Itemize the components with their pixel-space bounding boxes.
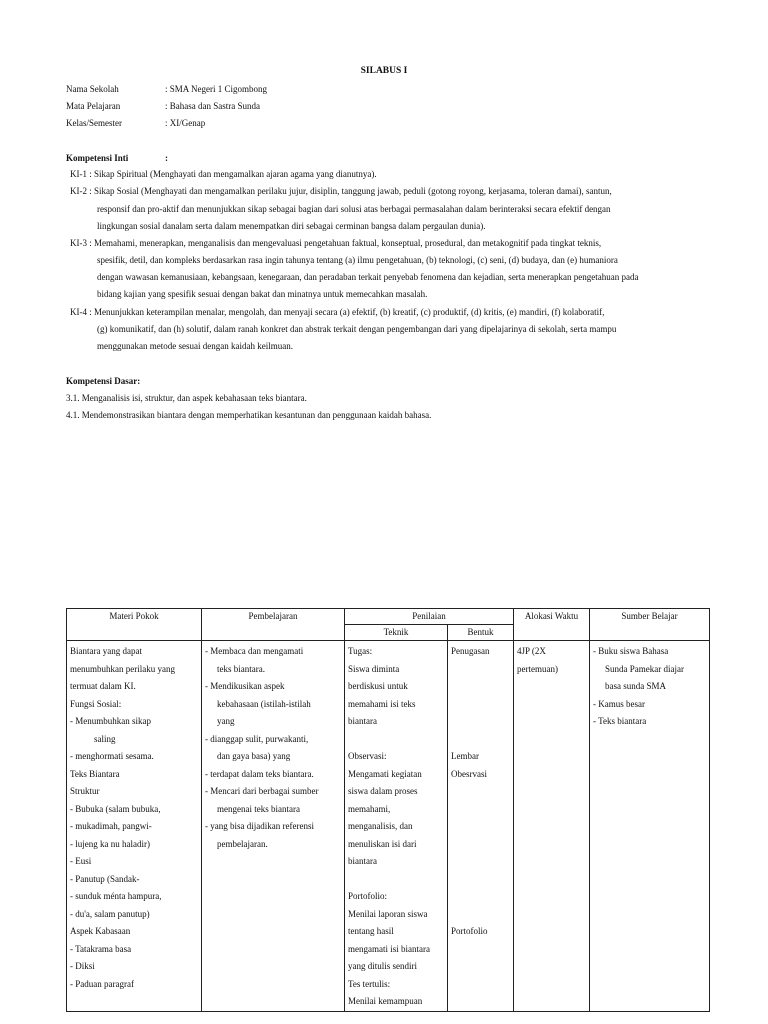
cell-pembelajaran xyxy=(202,641,345,1012)
pembelajaran-line: yang xyxy=(217,716,235,726)
materi-line: - sunduk ménta hampura, xyxy=(70,891,162,901)
sumber-line: - Kamus besar xyxy=(593,698,645,709)
teknik-line: tentang hasil xyxy=(348,926,394,936)
materi-line: - Menumbuhkan sikap xyxy=(70,716,151,726)
info-value-school: : SMA Negeri 1 Cigombong xyxy=(165,84,268,94)
ki-heading-colon: : xyxy=(165,153,168,163)
bentuk-line xyxy=(451,713,510,731)
materi-line: termuat dalam KI. xyxy=(70,681,136,691)
sumber-line: - Buku siswa Bahasa xyxy=(593,646,669,656)
materi-line: - menghormati sesama. xyxy=(70,751,154,761)
materi-line: - Bubuka (salam bubuka, xyxy=(70,803,161,814)
bentuk-line: Obesrvasi xyxy=(451,768,487,779)
syllabus-table xyxy=(66,608,710,1012)
teknik-line: siswa dalam proses xyxy=(348,786,418,796)
teknik-line: memahami, xyxy=(348,803,391,814)
cell-bentuk xyxy=(448,641,514,1012)
materi-line: saling xyxy=(94,733,116,744)
bentuk-line xyxy=(451,853,510,871)
ki-line: KI-2 : Sikap Sosial (Menghayati dan mengamalkan perilaku jujur, disiplin, tanggung jawab, peduli (gotong royong, kerjasama, toleran damai), santun, xyxy=(70,186,612,196)
ki-line: spesifik, detil, dan kompleks berdasarkan rasa ingin tahunya tentang (a) ilmu pengetahuan, (b) teknologi, (c) seni, (d) budaya, dan (e) humaniora xyxy=(97,255,618,265)
header-pembelajaran: Pembelajaran xyxy=(202,609,345,641)
materi-line: menumbuhkan perilaku yang xyxy=(70,663,175,674)
teknik-line: Portofolio: xyxy=(348,891,388,901)
info-label-subject: Mata Pelajaran xyxy=(66,101,121,111)
cell-sumber xyxy=(590,641,710,1012)
info-value-class: : XI/Genap xyxy=(165,118,206,128)
materi-line: - Tatakrama basa xyxy=(70,943,132,954)
page-title: SILABUS I xyxy=(360,66,408,76)
ki-line: KI-1 : Sikap Spiritual (Menghayati dan mengamalkan ajaran agama yang dianutnya). xyxy=(70,169,377,179)
alokasi-line: pertemuan) xyxy=(517,663,558,674)
kd-item: 3.1. Menganalisis isi, struktur, dan aspek kebahasaan teks biantara. xyxy=(66,393,307,403)
kd-item: 4.1. Mendemonstrasikan biantara dengan memperhatikan kesantunan dan penggunaan kaidah bahasa. xyxy=(66,410,432,420)
materi-line: Fungsi Sosial: xyxy=(70,698,122,709)
materi-line: - lujeng ka nu haladir) xyxy=(70,838,150,849)
info-label-class: Kelas/Semester xyxy=(66,118,122,128)
bentuk-line xyxy=(451,661,510,679)
bentuk-line: Portofolio xyxy=(451,926,488,936)
header-bentuk: Bentuk xyxy=(448,625,514,641)
sumber-line: - Teks biantara xyxy=(593,716,647,726)
cell-alokasi xyxy=(514,641,590,1012)
pembelajaran-line: - dianggap sulit, purwakanti, xyxy=(205,733,309,744)
teknik-line: memahami isi teks xyxy=(348,698,416,709)
teknik-line: biantara xyxy=(348,716,377,726)
header-penilaian: Penilaian xyxy=(345,609,514,625)
teknik-line: Menilai kemampuan xyxy=(348,996,423,1006)
kd-heading: Kompetensi Dasar: xyxy=(66,376,141,386)
materi-line: - Diksi xyxy=(70,961,95,971)
pembelajaran-line: kebahasaan (istilah-istilah xyxy=(217,698,311,709)
sumber-line: basa sunda SMA xyxy=(605,681,666,691)
teknik-line: menuliskan isi dari xyxy=(348,838,417,849)
teknik-line: Menilai laporan siswa xyxy=(348,908,428,919)
sumber-line: Sunda Pamekar diajar xyxy=(605,663,684,674)
pembelajaran-line: teks biantara. xyxy=(217,663,265,674)
teknik-line: menganalisis, dan xyxy=(348,821,413,831)
materi-line: - Paduan paragraf xyxy=(70,978,134,989)
teknik-line: yang ditulis sendiri xyxy=(348,961,417,971)
teknik-line: biantara xyxy=(348,856,377,866)
bentuk-line xyxy=(451,731,510,749)
bentuk-line xyxy=(451,801,510,819)
bentuk-line: Lembar xyxy=(451,751,479,761)
cell-teknik xyxy=(345,641,448,1012)
bentuk-line: Penugasan xyxy=(451,646,490,656)
bentuk-line xyxy=(451,871,510,889)
materi-line: Struktur xyxy=(70,786,100,796)
bentuk-line xyxy=(451,906,510,924)
info-value-subject: : Bahasa dan Sastra Sunda xyxy=(165,101,260,111)
bentuk-line xyxy=(451,818,510,836)
teknik-line xyxy=(348,731,444,749)
teknik-line: Tes tertulis: xyxy=(348,978,391,989)
teknik-line: Tugas: xyxy=(348,646,373,656)
materi-line: Aspek Kabasaan xyxy=(70,926,131,936)
materi-line: Biantara yang dapat xyxy=(70,646,142,656)
bentuk-line xyxy=(451,678,510,696)
pembelajaran-line: - terdapat dalam teks biantara. xyxy=(205,768,314,779)
materi-line: - mukadimah, pangwi- xyxy=(70,821,152,831)
teknik-line: mengamati isi biantara xyxy=(348,943,430,954)
pembelajaran-line: - Mencari dari berbagai sumber xyxy=(205,786,319,796)
ki-line: (g) komunikatif, dan (h) solutif, dalam ranah konkret dan abstrak terkait dengan pengembangan dari yang dipelajarinya di sekolah, serta mampu xyxy=(97,324,617,334)
teknik-line: Siswa diminta xyxy=(348,663,400,674)
pembelajaran-line: - yang bisa dijadikan referensi xyxy=(205,821,314,831)
ki-line: responsif dan pro-aktif dan menunjukkan sikap sebagai bagian dari solusi atas berbagai permasalahan dalam berinteraksi secara efektif dengan xyxy=(97,204,611,214)
materi-line: - Eusi xyxy=(70,856,92,866)
ki-heading: Kompetensi Inti xyxy=(66,153,129,163)
ki-line: lingkungan sosial danalam serta dalam menempatkan diri sebagai cerminan bangsa dalam pergaulan dunia). xyxy=(97,221,486,231)
teknik-line xyxy=(348,871,444,889)
materi-line: Teks Biantara xyxy=(70,768,120,779)
header-teknik: Teknik xyxy=(345,625,448,641)
ki-line: menggunakan metode sesuai dengan kaidah keilmuan. xyxy=(97,341,293,351)
ki-line: KI-3 : Memahami, menerapkan, menganalisis dan mengevaluasi pengetahuan faktual, konseptual, prosedural, dan metakognitif pada tingkat teknis, xyxy=(70,238,602,248)
alokasi-line: 4JP (2X xyxy=(517,646,546,656)
ki-line: dengan wawasan kemanusiaan, kebangsaan, kenegaraan, dan peradaban terkait penyebab fenomena dan kejadian, serta menerapkan pengetahuan pada xyxy=(97,272,639,282)
teknik-line: Mengamati kegiatan xyxy=(348,768,422,779)
pembelajaran-line: - Membaca dan mengamati xyxy=(205,646,304,656)
pembelajaran-line: mengenai teks biantara xyxy=(217,803,300,814)
ki-line: bidang kajian yang spesifik sesuai dengan bakat dan minatnya untuk memecahkan masalah. xyxy=(97,289,428,299)
bentuk-line xyxy=(451,836,510,854)
cell-materi xyxy=(67,641,202,1012)
pembelajaran-line: pembelajaran. xyxy=(217,838,268,849)
pembelajaran-line: dan gaya basa) yang xyxy=(217,751,291,761)
teknik-line: berdiskusi untuk xyxy=(348,681,408,691)
bentuk-line xyxy=(451,696,510,714)
header-sumber: Sumber Belajar xyxy=(590,609,710,641)
teknik-line: Observasi: xyxy=(348,751,387,761)
info-label-school: Nama Sekolah xyxy=(66,84,119,94)
ki-line: KI-4 : Menunjukkan keterampilan menalar, mengolah, dan menyaji secara (a) efektif, (b) kreatif, (c) produktif, (d) kritis, (e) mandiri, (f) kolaboratif, xyxy=(70,307,605,317)
bentuk-line xyxy=(451,888,510,906)
materi-line: - Panutup (Sandak- xyxy=(70,873,140,884)
bentuk-line xyxy=(451,783,510,801)
header-materi: Materi Pokok xyxy=(67,609,202,641)
materi-line: - du'a, salam panutup) xyxy=(70,908,150,919)
header-alokasi: Alokasi Waktu xyxy=(514,609,590,641)
pembelajaran-line: - Mendikusikan aspek xyxy=(205,681,285,691)
